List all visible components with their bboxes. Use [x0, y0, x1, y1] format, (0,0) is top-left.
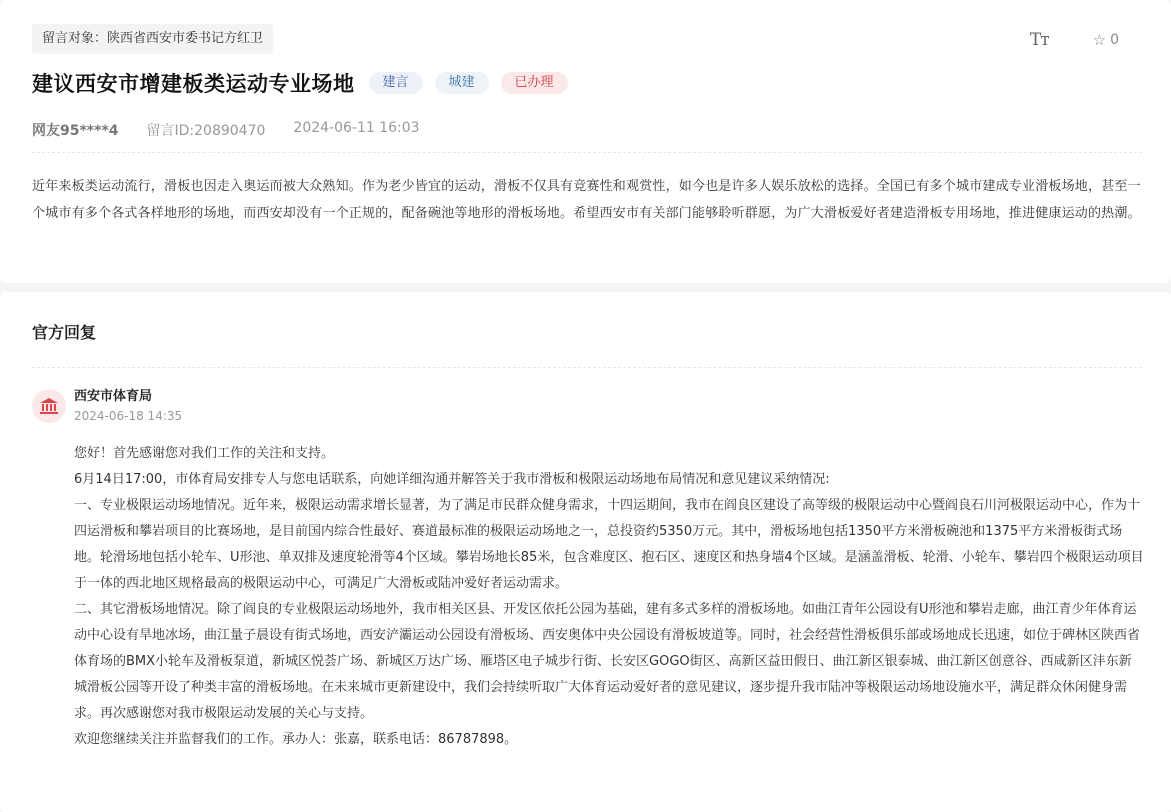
badge-group — [369, 72, 568, 94]
title-row — [32, 68, 1141, 98]
divider — [32, 367, 1142, 368]
toolbar — [1030, 30, 1119, 50]
government-building-icon — [32, 389, 66, 423]
message-content: 近年来板类运动流行，滑板也因走入奥运而被大众熟知。作为老少皆宜的运动，滑板不仅具有竞赛性和观赏性，如今也是许多人娱乐放松的选择。全国已有多个城市建成专业滑板场地，甚至一个城市有多个各式各样地形的场地，而西安却没有一个正规的，配备碗池等地形的滑板场地。希望西安市有关部门能够聆听群愿，为广大滑板爱好者建造滑板专用场地，推进健康运动的热潮。 — [32, 179, 1141, 221]
reply-paragraph: 欢迎您继续关注并监督我们的工作。承办人：张嘉，联系电话：86787898。 — [74, 732, 518, 747]
reply-paragraph: 二、其它滑板场地情况。除了阎良的专业极限运动场地外，我市相关区县、开发区依托公园为基础，建有多式多样的滑板场地。如曲江青年公园设有U形池和攀岩走廊，曲江青少年体育运动中心设有旱地冰场，曲江量子晨设有街式场地，西安浐灞运动公园设有滑板场、西安奥体中央公园设有滑板坡道等。同时，社会经营性滑板俱乐部或场地成长迅速，如位于碑林区陕西省体育场的BMX小轮车及滑板泵道，新城区悦荟广场、新城区万达广场、雁塔区电子城步行街、长安区GOGO街区、高新区益田假日、曲江新区银泰城、曲江新区创意谷、西咸新区沣东新城滑板公园等开设了种类丰富的滑板场地。在未来城市更新建设中，我们会持续听取广大体育运动爱好者的意见建议，逐步提升我市陆冲等极限运动场地设施水平，满足群众休闲健身需求。再次感谢您对我市极限运动发展的关心与支持。 — [74, 602, 1141, 721]
message-card — [0, 0, 1171, 283]
message-meta — [32, 120, 1141, 140]
reply-paragraph: 您好！首先感谢您对我们工作的关注和支持。 — [74, 446, 335, 461]
page-title: 建议西安市增建板类运动专业场地 — [32, 72, 355, 96]
reply-org — [32, 388, 1141, 423]
message-id: 留言ID:20890470 — [146, 123, 266, 139]
divider — [32, 152, 1142, 153]
favorite-count: 0 — [1110, 32, 1119, 48]
status-badge: 已办理 — [501, 72, 568, 94]
author-name: 网友95****4 — [32, 123, 119, 139]
favorite-button[interactable] — [1093, 31, 1119, 49]
org-name: 西安市体育局 — [74, 389, 153, 404]
star-outline-icon: ☆ — [1092, 31, 1107, 49]
message-datetime: 2024-06-11 16:03 — [293, 120, 420, 136]
category-badge: 建言 — [369, 72, 423, 94]
reply-date: 2024-06-18 14:35 — [74, 409, 183, 423]
message-target-tag: 留言对象：陕西省西安市委书记方红卫 — [32, 24, 273, 54]
reply-paragraph: 6月14日17:00，市体育局安排专人与您电话联系，向她详细沟通并解答关于我市滑板和极限运动场地布局情况和意见建议采纳情况: — [74, 472, 830, 487]
font-size-icon[interactable]: Tт — [1029, 30, 1049, 50]
reply-body — [74, 441, 1144, 753]
reply-paragraph: 一、专业极限运动场地情况。近年来，极限运动需求增长显著，为了满足市民群众健身需求，十四运期间，我市在阎良区建设了高等级的极限运动中心暨阎良石川河极限运动中心，作为十四运滑板和攀岩项目的比赛场地，是目前国内综合性最好、赛道最标准的极限运动场地之一，总投资约5350万元。其中，滑板场地包括1350平方米滑板碗池和1375平方米滑板街式场地。轮滑场地包括小轮车、U形池、单双排及速度轮滑等4个区域。攀岩场地长85米，包含难度区、抱石区、速度区和热身墙4个区域。是涵盖滑板、轮滑、小轮车、攀岩四个极限运动项目于一体的西北地区规格最高的极限运动中心，可满足广大滑板或陆冲爱好者运动需求。 — [74, 498, 1144, 591]
field-badge: 城建 — [435, 72, 489, 94]
reply-section-title: 官方回复 — [32, 323, 97, 342]
official-reply-card — [0, 292, 1171, 812]
